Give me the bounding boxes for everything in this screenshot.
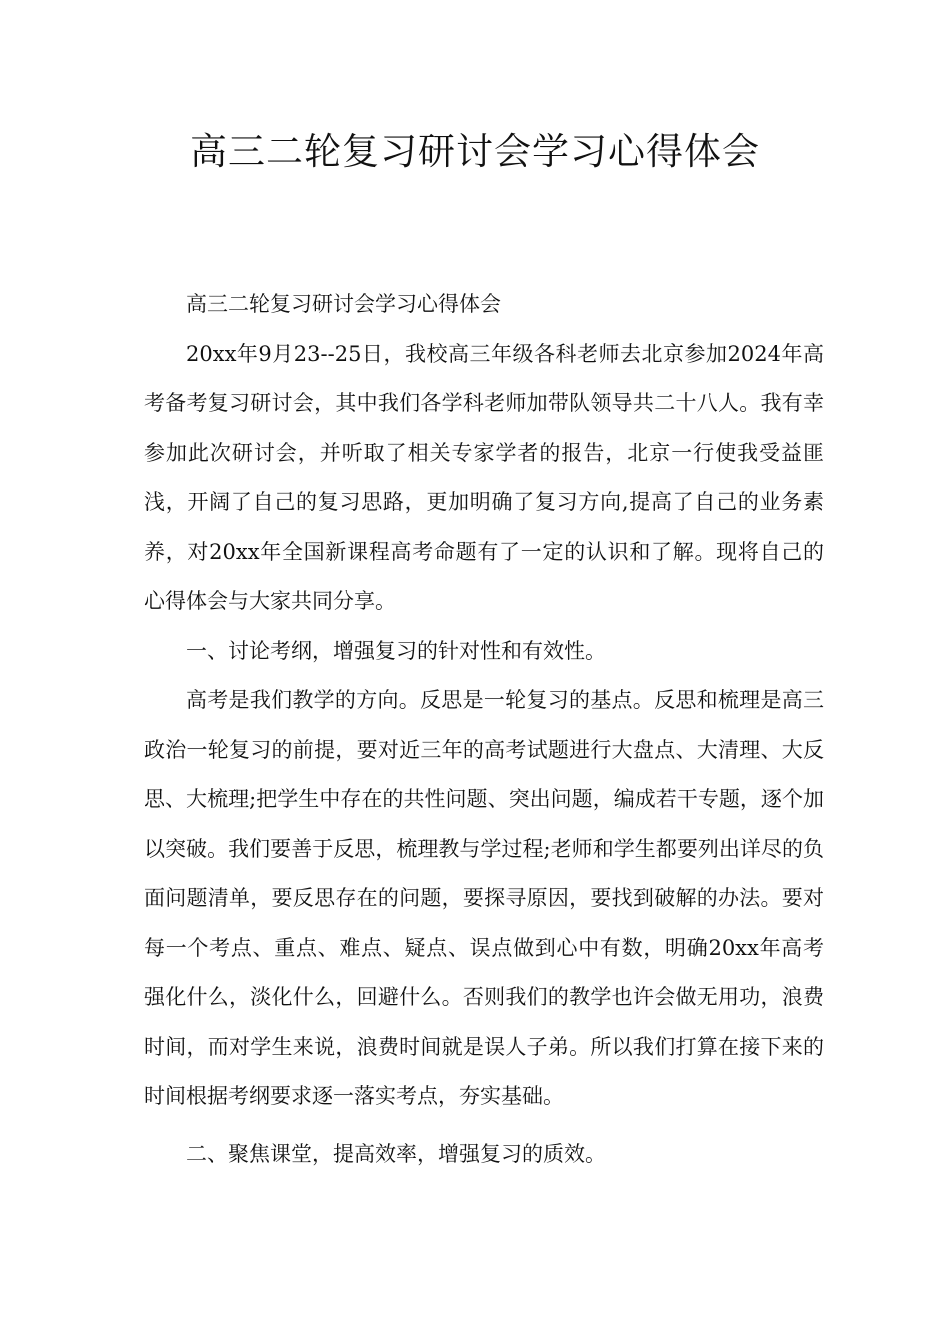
- section-heading-2: 二、聚焦课堂，提高效率，增强复习的质效。: [186, 1141, 606, 1166]
- section-heading-1: 一、讨论考纲，增强复习的针对性和有效性。: [186, 638, 606, 663]
- paragraph-section-1: 高考是我们教学的方向。反思是一轮复习的基点。反思和梳理是高三政治一轮复习的前提，要对近三年的高考试题进行大盘点、大清理、大反思、大梳理;把学生中存在的共性问题、突出问题，编成若干专题，逐个加以突破。我们要善于反思，梳理教与学过程;老师和学生都要列出详尽的负面问题清单，要反思存在的问题，要探寻原因，要找到破解的办法。要对每一个考点、重点、难点、疑点、误点做到心中有数，明确20xx年高考强化什么，淡化什么，回避什么。否则我们的教学也许会做无用功，浪费时间，而对学生来说，浪费时间就是误人子弟。所以我们打算在接下来的时间根据考纲要求逐一落实考点，夯实基础。: [144, 688, 824, 1108]
- document-title: 高三二轮复习研讨会学习心得体会: [190, 130, 760, 173]
- paragraph-subtitle: 高三二轮复习研讨会学习心得体会: [186, 292, 501, 316]
- document-body: [144, 280, 824, 1179]
- paragraph-intro: 20xx年9月23--25日，我校高三年级各科老师去北京参加2024年高考备考复习研讨会，其中我们各学科老师加带队领导共二十八人。我有幸参加此次研讨会，并听取了相关专家学者的报告，北京一行使我受益匪浅，开阔了自己的复习思路，更加明确了复习方向,提高了自己的业务素养，对20xx年全国新课程高考命题有了一定的认识和了解。现将自己的心得体会与大家共同分享。: [144, 341, 824, 613]
